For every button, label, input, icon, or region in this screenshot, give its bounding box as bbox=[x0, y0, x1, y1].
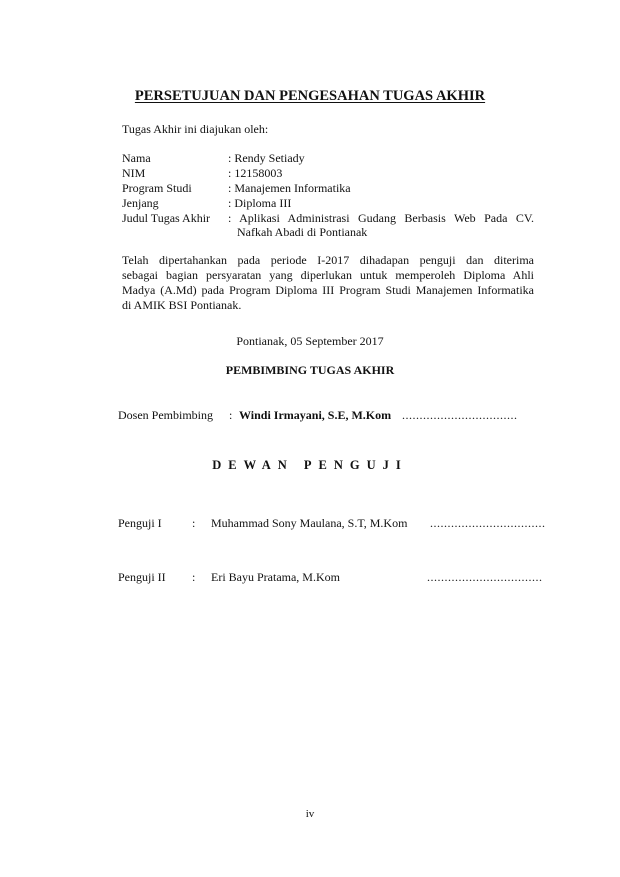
field-value-nama: : Rendy Setiady bbox=[228, 151, 305, 165]
field-label-nim: NIM bbox=[122, 166, 146, 180]
supervisor-signature-line: ................................. bbox=[402, 408, 518, 422]
examiner-2-signature-line: ................................. bbox=[427, 570, 543, 584]
examiner-1-signature-line: ................................. bbox=[430, 516, 546, 530]
supervisor-name: Windi Irmayani, S.E, M.Kom bbox=[239, 408, 392, 422]
page-title: PERSETUJUAN DAN PENGESAHAN TUGAS AKHIR bbox=[134, 88, 486, 104]
examiner-1-label: Penguji I bbox=[118, 516, 162, 530]
examiner-1-name: Muhammad Sony Maulana, S.T, M.Kom bbox=[211, 516, 408, 530]
field-value-nim: : 12158003 bbox=[228, 166, 283, 180]
statement-line-2: sebagai bagian persyaratan yang diperlukan untuk memperoleh Diploma Ahli bbox=[122, 268, 534, 282]
examiner-2-name: Eri Bayu Pratama, M.Kom bbox=[211, 570, 340, 584]
examiner-heading: DEWAN PENGUJI bbox=[212, 458, 408, 472]
field-label-judul: Judul Tugas Akhir bbox=[122, 211, 211, 225]
supervisor-label: Dosen Pembimbing bbox=[118, 408, 213, 422]
field-value-jenjang: : Diploma III bbox=[228, 196, 292, 210]
intro-text: Tugas Akhir ini diajukan oleh: bbox=[122, 122, 269, 136]
field-value-judul-line2: Nafkah Abadi di Pontianak bbox=[237, 225, 368, 239]
statement-line-1: Telah dipertahankan pada periode I-2017 dihadapan penguji dan diterima bbox=[122, 253, 534, 267]
examiner-2-label: Penguji II bbox=[118, 570, 166, 584]
field-value-program-studi: : Manajemen Informatika bbox=[228, 181, 351, 195]
field-label-jenjang: Jenjang bbox=[122, 196, 159, 210]
statement-line-3: Madya (A.Md) pada Program Diploma III Program Studi Manajemen Informatika bbox=[122, 283, 534, 297]
supervisor-colon: : bbox=[229, 408, 233, 422]
place-date: Pontianak, 05 September 2017 bbox=[236, 334, 384, 348]
examiner-1-colon: : bbox=[192, 516, 196, 530]
examiner-2-colon: : bbox=[192, 570, 196, 584]
field-value-judul-line1: : Aplikasi Administrasi Gudang Berbasis Web Pada CV. bbox=[228, 211, 534, 225]
field-label-program-studi: Program Studi bbox=[122, 181, 192, 195]
supervisor-heading: PEMBIMBING TUGAS AKHIR bbox=[225, 363, 395, 377]
page-number: iv bbox=[305, 808, 315, 820]
field-label-nama: Nama bbox=[122, 151, 151, 165]
statement-line-4: di AMIK BSI Pontianak. bbox=[122, 298, 242, 312]
